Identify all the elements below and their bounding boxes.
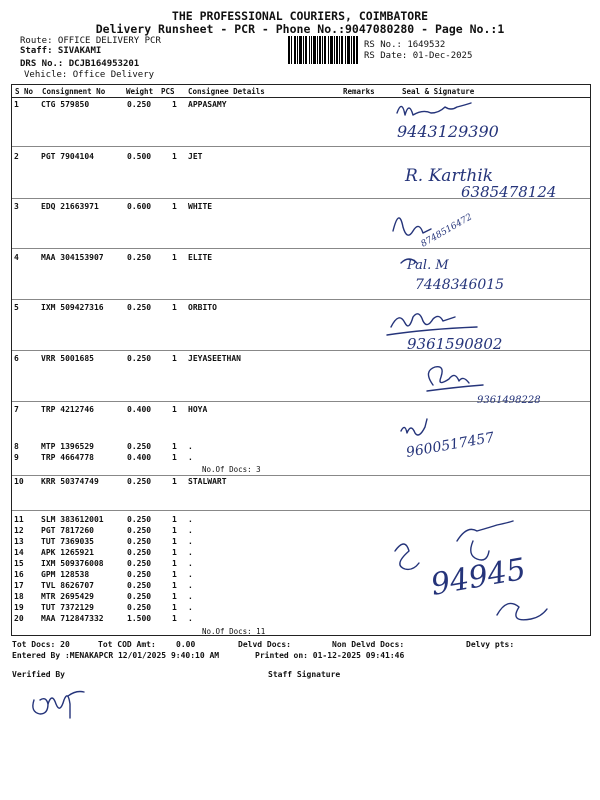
delivered-docs: Delvd Docs: (238, 640, 291, 649)
table-row: 10 KRR 50374749 0.250 1 STALWART (14, 477, 227, 486)
table-row: 18 MTR 2695429 0.250 1 . (14, 592, 193, 601)
col-consignment: Consignment No (42, 87, 106, 96)
barcode (288, 36, 358, 64)
svg-text:8748516472: 8748516472 (419, 212, 475, 250)
col-seal: Seal & Signature (402, 87, 475, 96)
col-weight: Weight (126, 87, 154, 96)
delivery-points: Delvy pts: (466, 640, 515, 649)
runsheet-title: Delivery Runsheet - PCR - Phone No.:9047080280 - Page No.:1 (95, 22, 505, 36)
no-of-docs-group-2: No.Of Docs: 11 (202, 627, 266, 636)
table-row: 17 TVL 8626707 0.250 1 . (14, 581, 193, 590)
staff-label: Staff: SIVAKAMI (20, 46, 102, 56)
printed-on: Printed on: 01-12-2025 09:41:46 (255, 651, 405, 660)
total-cod-value: 0.00 (176, 640, 196, 649)
table-row: 3 EDQ 21663971 0.600 1 WHITE (14, 202, 213, 211)
svg-text:R. Karthik: R. Karthik (405, 166, 494, 186)
svg-text:9361498228: 9361498228 (477, 395, 541, 406)
col-consignee: Consignee Details (188, 87, 265, 96)
company-name: THE PROFESSIONAL COURIERS, COIMBATORE (171, 9, 429, 23)
table-row: 12 PGT 7817260 0.250 1 . (14, 526, 193, 535)
table-row: 20 MAA 712847332 1.500 1 . (14, 614, 193, 623)
svg-text:Pal. M: Pal. M (407, 258, 449, 273)
total-docs: Tot Docs: 20 (12, 640, 70, 649)
table-row: 7 TRP 4212746 0.400 1 HOYA (14, 405, 208, 414)
staff-signature-label: Staff Signature (268, 670, 341, 679)
table-row: 16 GPM 128538 0.250 1 . (14, 570, 193, 579)
verified-by-label: Verified By (12, 670, 65, 679)
drs-number: DRS No.: DCJB164953201 (20, 59, 140, 69)
table-row: 15 IXM 509376008 0.250 1 . (14, 559, 193, 568)
table-row: 2 PGT 7904104 0.500 1 JET (14, 152, 203, 161)
table-row: 19 TUT 7372129 0.250 1 . (14, 603, 193, 612)
table-row: 1 CTG 579850 0.250 1 APPASAMY (14, 100, 227, 109)
entered-by: Entered By :MENAKAPCR 12/01/2025 9:40:10 AM (12, 651, 220, 660)
col-remarks: Remarks (343, 87, 375, 96)
vehicle-label: Vehicle: Office Delivery (24, 70, 155, 80)
svg-text:94945: 94945 (428, 551, 529, 603)
svg-text:7448346015: 7448346015 (415, 277, 505, 293)
route-label: Route: OFFICE DELIVERY PCR (20, 36, 161, 46)
col-sno: S No (15, 87, 34, 96)
total-cod-label: Tot COD Amt: (98, 640, 156, 649)
table-row: 6 VRR 5001685 0.250 1 JEYASEETHAN (14, 354, 241, 363)
table-row: 13 TUT 7369035 0.250 1 . (14, 537, 193, 546)
table-row: 14 APK 1265921 0.250 1 . (14, 548, 193, 557)
svg-text:6385478124: 6385478124 (461, 183, 557, 201)
table-row: 9 TRP 4664778 0.400 1 . (14, 453, 193, 462)
table-row: 4 MAA 304153907 0.250 1 ELITE (14, 253, 213, 262)
table-row: 5 IXM 509427316 0.250 1 ORBITO (14, 303, 217, 312)
col-pcs: PCS (161, 87, 175, 96)
verified-by-signature (28, 684, 98, 724)
svg-text:9600517457: 9600517457 (404, 429, 496, 461)
table-row: 11 SLM 383612001 0.250 1 . (14, 515, 193, 524)
rs-number: RS No.: 1649532 (364, 40, 446, 50)
svg-text:9361590802: 9361590802 (407, 335, 503, 353)
no-of-docs-group-1: No.Of Docs: 3 (202, 465, 261, 474)
non-delivered-docs: Non Delvd Docs: (332, 640, 405, 649)
rs-date: RS Date: 01-Dec-2025 (364, 51, 473, 61)
table-row: 8 MTP 1396529 0.250 1 . (14, 442, 193, 451)
svg-text:9443129390: 9443129390 (397, 122, 499, 141)
